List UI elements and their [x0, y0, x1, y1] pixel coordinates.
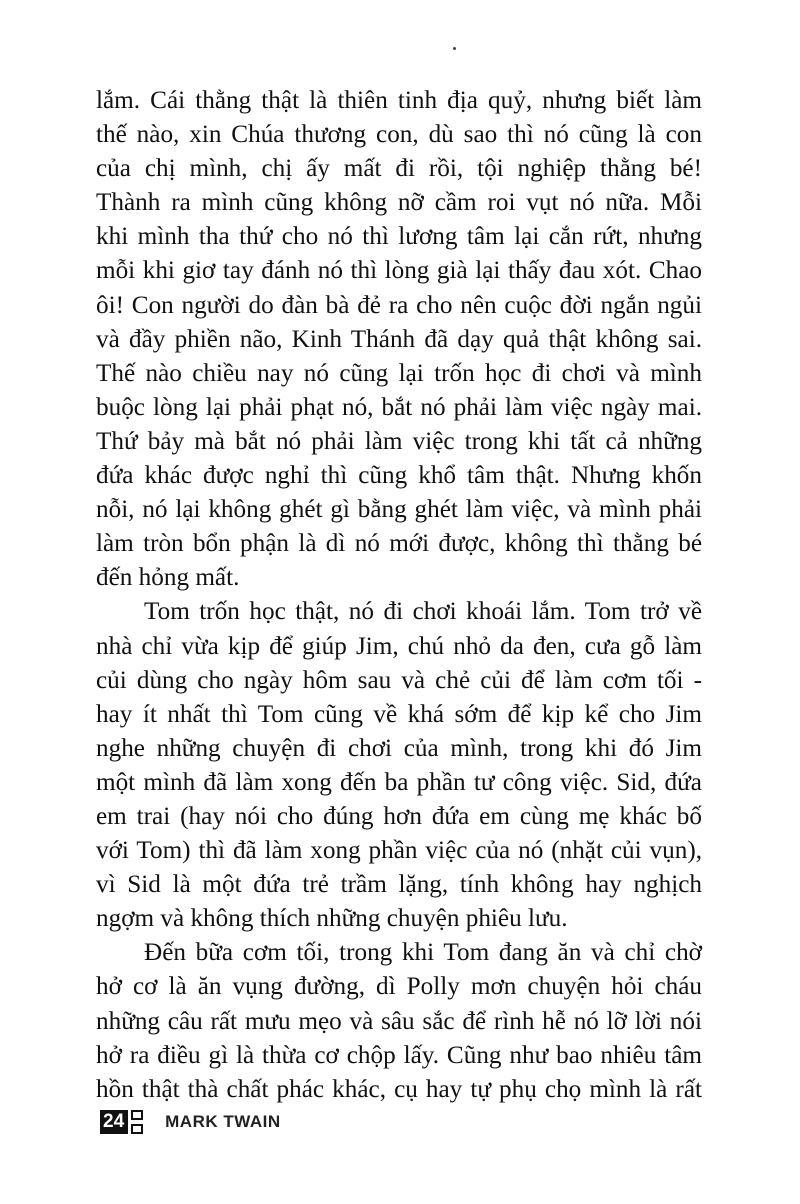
text-line: vì Sid là một đứa trẻ trầm lặng, tính không hay nghịch [96, 871, 702, 899]
text-line: hồn thật thà chất phác khác, cụ hay tự phụ chọ mình là rất [96, 1075, 702, 1103]
text-line: khi mình tha thứ cho nó thì lương tâm lại cắn rứt, nhưng [96, 223, 702, 251]
text-line: Tom trốn học thật, nó đi chơi khoái lắm. Tom trở về [144, 598, 702, 626]
text-line: ngợm và không thích những chuyện phiêu lưu. [96, 905, 568, 933]
page-dot [453, 47, 456, 50]
paragraph [96, 84, 702, 595]
text-line: hở cơ là ăn vụng đường, dì Polly mơn chuyện hỏi cháu [96, 973, 702, 1001]
text-line: lắm. Cái thằng thật là thiên tinh địa quỷ, nhưng biết làm [96, 87, 702, 114]
text-line: em trai (hay nói cho đúng hơn đứa em cùng mẹ khác bố [96, 802, 702, 830]
text-line: ôi! Con người do đàn bà đẻ ra cho nên cuộc đời ngắn ngủi [96, 291, 702, 319]
text-line: của chị mình, chị ấy mất đi rồi, tội nghiệp thằng bé! [96, 155, 702, 183]
text-line: với Tom) thì đã làm xong phần việc của nó (nhặt củi vụn), [96, 837, 702, 865]
text-line: Thế nào chiều nay nó cũng lại trốn học đi chơi và mình [96, 359, 702, 387]
paragraph [96, 595, 702, 936]
text-line: nghe những chuyện đi chơi của mình, trong khi đó Jim [96, 734, 702, 762]
text-line: những câu rất mưu mẹo và sâu sắc để rình hễ nó lỡ lời nói [96, 1007, 702, 1035]
page-number: 24 [100, 1110, 128, 1134]
text-line: làm tròn bổn phận là dì nó mới được, không thì thằng bé [96, 530, 702, 558]
text-line: nhà chỉ vừa kịp để giúp Jim, chú nhỏ da đen, cưa gỗ làm [96, 632, 702, 660]
text-line: hở ra điều gì là thừa cơ chộp lấy. Cũng như bao nhiêu tâm [96, 1041, 702, 1069]
page-footer [100, 1107, 281, 1137]
text-line: Thứ bảy mà bắt nó phải làm việc trong khi tất cả những [96, 427, 702, 455]
page-body [96, 84, 702, 1107]
text-line: và đầy phiền não, Kinh Thánh đã dạy quả thật không sai. [96, 325, 702, 353]
paragraph [96, 936, 702, 1106]
running-footer-author: MARK TWAIN [165, 1112, 281, 1131]
text-line: mỗi khi giơ tay đánh nó thì lòng già lại thấy đau xót. Chao [96, 257, 702, 285]
publisher-logo-icon [131, 1110, 143, 1134]
text-line: thế nào, xin Chúa thương con, dù sao thì nó cũng là con [96, 121, 702, 149]
text-line: hay ít nhất thì Tom cũng về khá sớm để kịp kể cho Jim [96, 700, 702, 728]
text-line: buộc lòng lại phải phạt nó, bắt nó phải làm việc ngày mai. [96, 393, 702, 421]
text-line: củi dùng cho ngày hôm sau và chẻ củi để làm cơm tối - [96, 666, 702, 694]
text-line: đứa khác được nghỉ thì cũng khổ tâm thật. Nhưng khốn [96, 462, 702, 490]
text-line: Đến bữa cơm tối, trong khi Tom đang ăn và chỉ chờ [144, 939, 702, 967]
text-line: nỗi, nó lại không ghét gì bằng ghét làm việc, và mình phải [96, 496, 702, 524]
text-line: một mình đã làm xong đến ba phần tư công việc. Sid, đứa [96, 768, 702, 796]
text-line: Thành ra mình cũng không nỡ cầm roi vụt nó nữa. Mỗi [96, 189, 702, 217]
text-line: đến hỏng mất. [96, 564, 240, 592]
